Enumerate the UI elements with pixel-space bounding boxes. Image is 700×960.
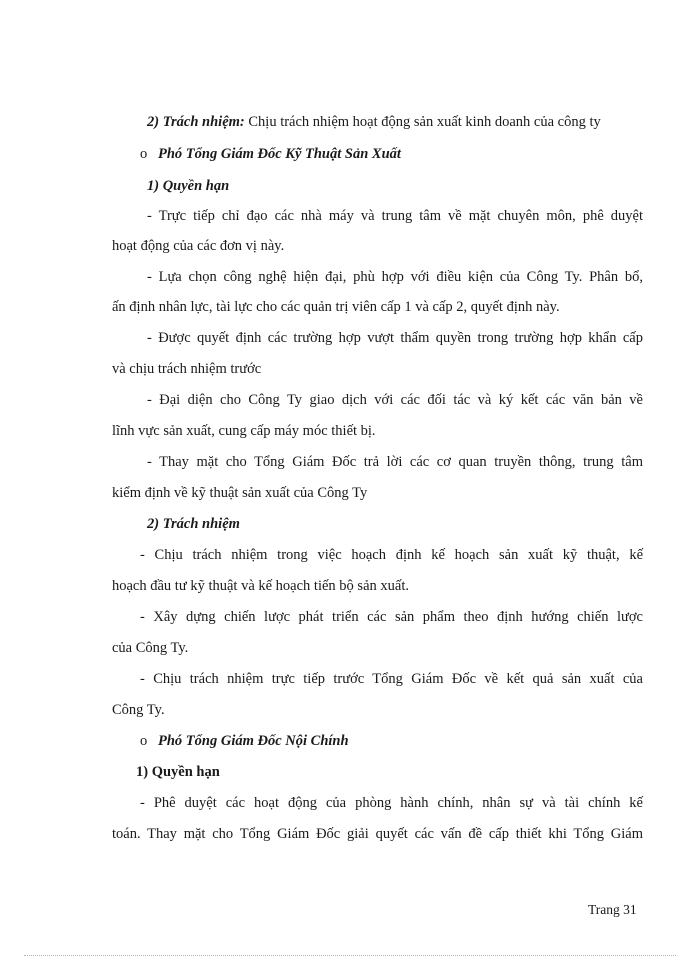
paragraph-line: toán. Thay mặt cho Tổng Giám Đốc giải quyết các vấn đề cấp thiết khi Tổng Giám — [112, 826, 643, 842]
subsection-heading: 1) Quyền hạn — [136, 764, 220, 780]
subsection-heading: 2) Trách nhiệm — [147, 516, 240, 532]
paragraph-line: của Công Ty. — [112, 640, 189, 656]
paragraph-line: - Lựa chọn công nghệ hiện đại, phù hợp với điều kiện của Công Ty. Phân bổ, — [147, 269, 643, 285]
paragraph-line: hoạt động của các đơn vị này. — [112, 238, 285, 254]
heading-text: Phó Tổng Giám Đốc Nội Chính — [158, 733, 349, 749]
section-heading — [140, 732, 349, 750]
paragraph-line: và chịu trách nhiệm trước — [112, 361, 262, 377]
section-heading — [140, 145, 401, 163]
paragraph-line: - Chịu trách nhiệm trong việc hoạch định kế hoạch sản xuất kỹ thuật, kế — [140, 547, 643, 563]
paragraph-line: Công Ty. — [112, 702, 165, 718]
paragraph-line: - Chịu trách nhiệm trực tiếp trước Tổng Giám Đốc về kết quả sản xuất của — [140, 671, 643, 687]
paragraph-line: ấn định nhân lực, tài lực cho các quản trị viên cấp 1 và cấp 2, quyết định này. — [112, 299, 560, 315]
paragraph-line: - Phê duyệt các hoạt động của phòng hành chính, nhân sự và tài chính kế — [140, 795, 643, 811]
page-divider — [24, 955, 676, 956]
paragraph-line: hoạch đầu tư kỹ thuật và kế hoạch tiến bộ sản xuất. — [112, 578, 409, 594]
subsection-heading: 1) Quyền hạn — [147, 178, 230, 194]
section-text: Chịu trách nhiệm hoạt động sản xuất kinh doanh của công ty — [244, 114, 601, 130]
paragraph-line: - Đại diện cho Công Ty giao dịch với các đối tác và ký kết các văn bản về — [147, 392, 643, 408]
responsibility-line — [147, 113, 601, 131]
paragraph-line: kiểm định về kỹ thuật sản xuất của Công Ty — [112, 485, 368, 501]
paragraph-line: - Xây dựng chiến lược phát triển các sản phẩm theo định hướng chiến lược — [140, 609, 643, 625]
bullet-icon: o — [140, 733, 148, 749]
section-label: 2) Trách nhiệm: — [147, 114, 245, 130]
page-number: Trang 31 — [588, 902, 637, 917]
paragraph-line: lĩnh vực sản xuất, cung cấp máy móc thiết bị. — [112, 423, 376, 439]
paragraph-line: - Được quyết định các trường hợp vượt thẩm quyền trong trường hợp khẩn cấp — [147, 330, 643, 346]
heading-text: Phó Tổng Giám Đốc Kỹ Thuật Sản Xuất — [158, 146, 401, 162]
bullet-icon: o — [140, 146, 148, 162]
paragraph-line: - Trực tiếp chỉ đạo các nhà máy và trung tâm về mặt chuyên môn, phê duyệt — [147, 208, 643, 224]
paragraph-line: - Thay mặt cho Tổng Giám Đốc trả lời các cơ quan truyền thông, trung tâm — [147, 454, 643, 470]
